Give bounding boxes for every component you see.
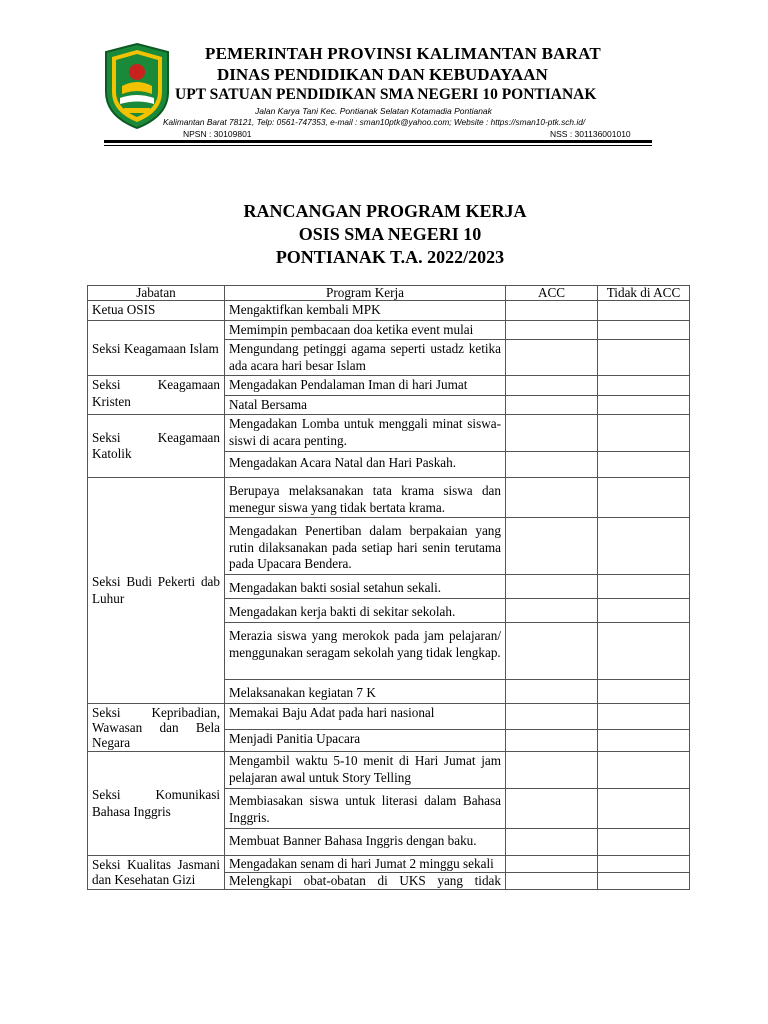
- tidak-acc-cell: [598, 575, 690, 599]
- table-header-row: [88, 286, 690, 301]
- letterhead-rule-thin: [104, 145, 652, 146]
- acc-cell: [506, 704, 598, 730]
- program-cell: Mengadakan Acara Natal dan Hari Paskah.: [225, 452, 506, 478]
- tidak-acc-cell: [598, 789, 690, 829]
- acc-cell: [506, 395, 598, 415]
- program-cell: Mengambil waktu 5-10 menit di Hari Jumat jam pelajaran awal untuk Story Telling: [225, 752, 506, 789]
- tidak-acc-cell: [598, 478, 690, 518]
- title-line-2: OSIS SMA NEGERI 10: [298, 224, 482, 244]
- tidak-acc-cell: [598, 729, 690, 751]
- acc-cell: [506, 340, 598, 376]
- jabatan-cell: Seksi Keagamaan Kristen: [88, 376, 225, 415]
- jabatan-cell: Seksi Keagamaan Katolik: [88, 415, 225, 478]
- letterhead-rule-thick: [104, 140, 652, 143]
- tidak-acc-cell: [598, 376, 690, 396]
- tidak-acc-cell: [598, 340, 690, 376]
- acc-cell: [506, 415, 598, 452]
- tidak-acc-cell: [598, 752, 690, 789]
- letterhead-line-2: DINAS PENDIDIKAN DAN KEBUDAYAAN: [217, 65, 548, 84]
- program-cell: Menjadi Panitia Upacara: [225, 729, 506, 751]
- jabatan-cell: Seksi Budi Pekerti dab Luhur: [88, 478, 225, 704]
- acc-cell: [506, 829, 598, 856]
- letterhead-nss: NSS : 301136001010: [550, 129, 631, 139]
- acc-cell: [506, 376, 598, 396]
- tidak-acc-cell: [598, 452, 690, 478]
- table-row: [88, 752, 690, 789]
- jabatan-cell: Seksi Kepribadian, Wawasan dan Bela Negara: [88, 704, 225, 752]
- letterhead-address-2: Kalimantan Barat 78121, Telp: 0561-747353, e-mail : sman10ptk@yahoo.com; Website : https://sman10-ptk.sch.id/: [163, 117, 586, 127]
- acc-cell: [506, 478, 598, 518]
- acc-cell: [506, 856, 598, 873]
- tidak-acc-cell: [598, 680, 690, 704]
- letterhead-line-3: UPT SATUAN PENDIDIKAN SMA NEGERI 10 PONTIANAK: [175, 86, 597, 103]
- program-cell: Natal Bersama: [225, 395, 506, 415]
- header-acc: ACC: [506, 286, 598, 301]
- title-line-3: PONTIANAK T.A. 2022/2023: [275, 247, 505, 267]
- tidak-acc-cell: [598, 599, 690, 623]
- program-cell: Merazia siswa yang merokok pada jam pelajaran/ menggunakan seragam sekolah yang tidak lengkap.: [225, 623, 506, 680]
- tidak-acc-cell: [598, 856, 690, 873]
- table-row: [88, 376, 690, 396]
- document-title: [0, 200, 768, 269]
- program-cell: Mengadakan Pendalaman Iman di hari Jumat: [225, 376, 506, 396]
- tidak-acc-cell: [598, 829, 690, 856]
- tidak-acc-cell: [598, 873, 690, 890]
- jabatan-cell: Seksi Komunikasi Bahasa Inggris: [88, 752, 225, 856]
- program-cell: Berupaya melaksanakan tata krama siswa dan menegur siswa yang tidak bertata krama.: [225, 478, 506, 518]
- table-row: [88, 415, 690, 452]
- header-jabatan: Jabatan: [88, 286, 225, 301]
- tidak-acc-cell: [598, 704, 690, 730]
- acc-cell: [506, 575, 598, 599]
- header-program-kerja: Program Kerja: [225, 286, 506, 301]
- jabatan-cell: Seksi Keagamaan Islam: [88, 320, 225, 376]
- program-cell: Memimpin pembacaan doa ketika event mulai: [225, 320, 506, 340]
- program-cell: Mengaktifkan kembali MPK: [225, 301, 506, 321]
- title-line-1: RANCANGAN PROGRAM KERJA: [243, 201, 527, 221]
- program-table: [87, 285, 690, 890]
- tidak-acc-cell: [598, 301, 690, 321]
- program-cell: Melengkapi obat-obatan di UKS yang tidak: [225, 873, 506, 890]
- acc-cell: [506, 623, 598, 680]
- program-cell: Membiasakan siswa untuk literasi dalam Bahasa Inggris.: [225, 789, 506, 829]
- table-row: [88, 704, 690, 730]
- tidak-acc-cell: [598, 320, 690, 340]
- program-cell: Mengundang petinggi agama seperti ustadz ketika ada acara hari besar Islam: [225, 340, 506, 376]
- letterhead: [0, 0, 768, 150]
- acc-cell: [506, 518, 598, 575]
- table-row: [88, 478, 690, 518]
- jabatan-cell: Seksi Kualitas Jasmani dan Kesehatan Gizi: [88, 856, 225, 890]
- program-cell: Mengadakan kerja bakti di sekitar sekolah.: [225, 599, 506, 623]
- acc-cell: [506, 680, 598, 704]
- table-row: [88, 856, 690, 873]
- acc-cell: [506, 320, 598, 340]
- program-cell: Mengadakan bakti sosial setahun sekali.: [225, 575, 506, 599]
- tidak-acc-cell: [598, 415, 690, 452]
- acc-cell: [506, 301, 598, 321]
- program-cell: Mengadakan Penertiban dalam berpakaian yang rutin dilaksanakan pada setiap hari senin terutama pada Upacara Bendera.: [225, 518, 506, 575]
- tidak-acc-cell: [598, 623, 690, 680]
- letterhead-line-1: PEMERINTAH PROVINSI KALIMANTAN BARAT: [205, 44, 601, 63]
- acc-cell: [506, 752, 598, 789]
- acc-cell: [506, 599, 598, 623]
- acc-cell: [506, 789, 598, 829]
- letterhead-address-1: Jalan Karya Tani Kec. Pontianak Selatan Kotamadia Pontianak: [255, 106, 492, 116]
- program-cell: Mengadakan senam di hari Jumat 2 minggu sekali: [225, 856, 506, 873]
- acc-cell: [506, 452, 598, 478]
- letterhead-npsn: NPSN : 30109801: [183, 129, 252, 139]
- program-cell: Melaksanakan kegiatan 7 K: [225, 680, 506, 704]
- program-cell: Membuat Banner Bahasa Inggris dengan baku.: [225, 829, 506, 856]
- school-emblem-icon: [102, 42, 172, 130]
- tidak-acc-cell: [598, 518, 690, 575]
- acc-cell: [506, 873, 598, 890]
- table-row: [88, 301, 690, 321]
- jabatan-cell: Ketua OSIS: [88, 301, 225, 321]
- acc-cell: [506, 729, 598, 751]
- header-tidak-acc: Tidak di ACC: [598, 286, 690, 301]
- table-row: [88, 320, 690, 340]
- program-cell: Mengadakan Lomba untuk menggali minat siswa-siswi di acara penting.: [225, 415, 506, 452]
- tidak-acc-cell: [598, 395, 690, 415]
- program-cell: Memakai Baju Adat pada hari nasional: [225, 704, 506, 730]
